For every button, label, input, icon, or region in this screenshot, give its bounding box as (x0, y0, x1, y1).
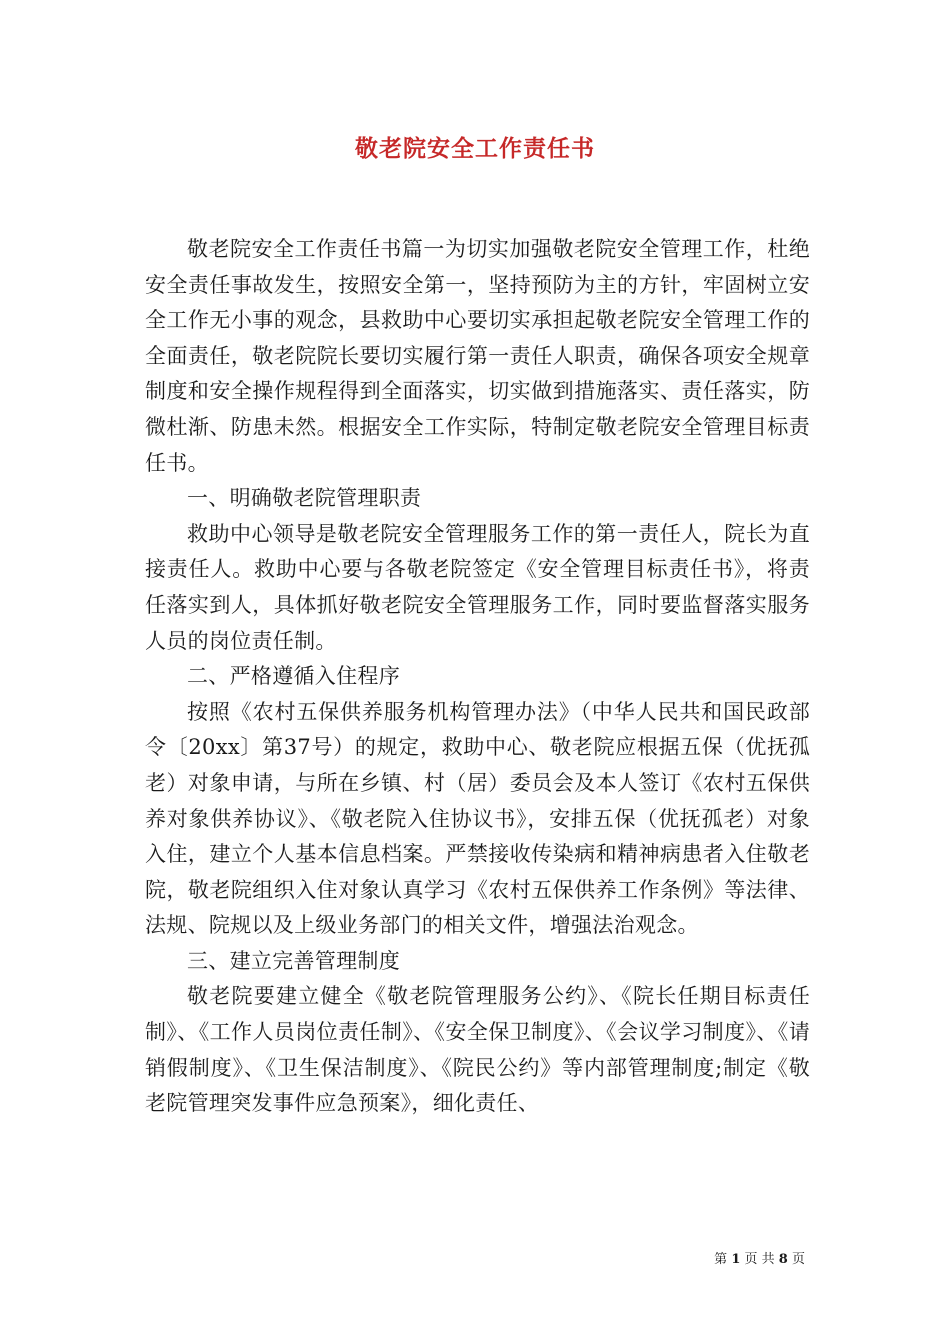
footer-prefix: 第 (714, 1252, 728, 1267)
total-pages-number: 8 (778, 1252, 788, 1267)
paragraph-section-1: 救助中心领导是敬老院安全管理服务工作的第一责任人，院长为直接责任人。救助中心要与各敬老院签定《安全管理目标责任书》，将责任落实到人，具体抓好敬老院安全管理服务工作，同时要监督落实服务人员的岗位责任制。 (145, 521, 810, 653)
footer-middle: 页 共 (744, 1252, 775, 1267)
document-body (145, 232, 810, 1122)
section-heading-1: 一、明确敬老院管理职责 (187, 486, 422, 511)
section-heading-3: 三、建立完善管理制度 (187, 948, 400, 973)
footer-suffix: 页 (791, 1252, 805, 1267)
paragraph-section-3: 敬老院要建立健全《敬老院管理服务公约》、《院长任期目标责任制》、《工作人员岗位责任制》、《安全保卫制度》、《会议学习制度》、《请销假制度》、《卫生保洁制度》、《院民公约》等内部管理制度;制定《敬老院管理突发事件应急预案》，细化责任、 (145, 984, 810, 1116)
paragraph-section-2: 按照《农村五保供养服务机构管理办法》（中华人民共和国民政部令〔20xx〕第37号）的规定，救助中心、敬老院应根据五保（优抚孤老）对象申请，与所在乡镇、村（居）委员会及本人签订《农村五保供养对象供养协议》、《敬老院入住协议书》，安排五保（优抚孤老）对象入住，建立个人基本信息档案。严禁接收传染病和精神病患者入住敬老院，敬老院组织入住对象认真学习《农村五保供养工作条例》等法律、法规、院规以及上级业务部门的相关文件，增强法治观念。 (145, 699, 810, 938)
page-number-footer (714, 1248, 805, 1267)
current-page-number: 1 (731, 1252, 741, 1267)
section-heading-2: 二、严格遵循入住程序 (187, 664, 400, 689)
document-title: 敬老院安全工作责任书 (355, 135, 595, 162)
paragraph-intro: 敬老院安全工作责任书篇一为切实加强敬老院安全管理工作，杜绝安全责任事故发生，按照安全第一，坚持预防为主的方针，牢固树立安全工作无小事的观念，县救助中心要切实承担起敬老院安全管理工作的全面责任，敬老院院长要切实履行第一责任人职责，确保各项安全规章制度和安全操作规程得到全面落实，切实做到措施落实、责任落实，防微杜渐、防患未然。根据安全工作实际，特制定敬老院安全管理目标责任书。 (145, 237, 810, 475)
